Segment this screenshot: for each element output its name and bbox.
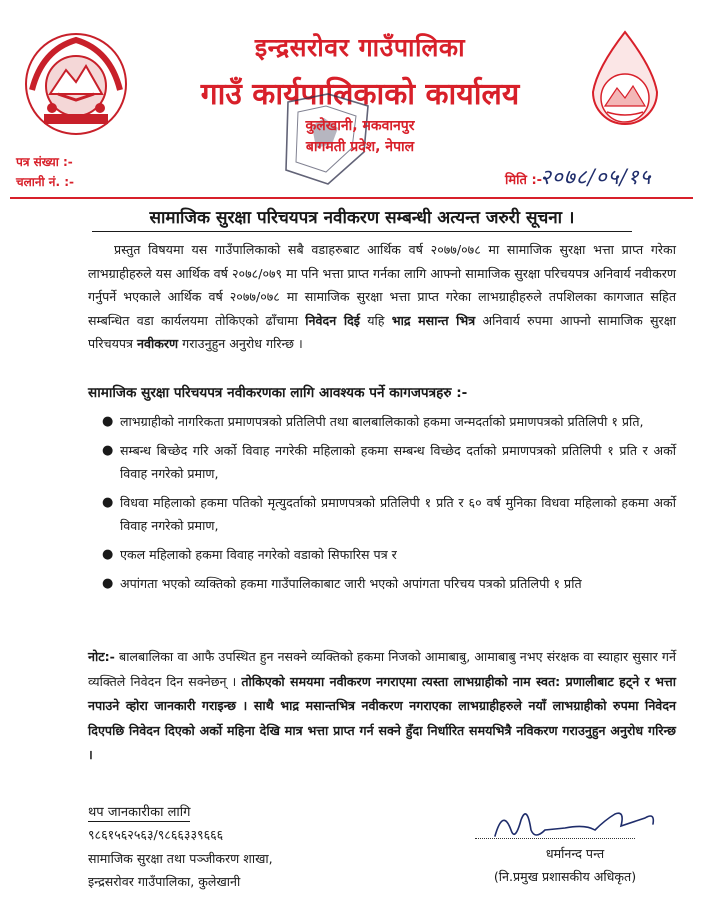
bullet-icon: ●: [102, 547, 114, 562]
bullet-icon: ●: [102, 414, 114, 429]
reference-number-label: पत्र संख्या :-: [16, 155, 73, 169]
date-label: मिति :-: [505, 173, 543, 188]
note-bold-text: तोकिएको समयमा नवीकरण नगराएमा त्यस्ता लाभग्राहीको नाम स्वत: प्रणालीबाट हट्ने र भत्ता नपाउने व्होरा जानकारी गराइन्छ । साथै भाद्र मसान्तभित्र नवीकरण नगराएका लाभग्राहीहरुले नयाँ लाभग्राहीको रुपमा निवेदन दिएपछि निवेदन दिएको अर्को महिना देखि मात्र भत्ता प्राप्त गर्न सक्ने हुँदा निर्धारित समयभित्रै नविकरण गराउनुहुन अनुरोध गरिन्छ ।: [88, 673, 676, 763]
intro-bold-renewal: नवीकरण: [136, 336, 179, 352]
bullet-icon: ●: [102, 576, 114, 591]
document-text: एकल महिलाको हकमा विवाह नगरेको वडाको सिफारिस पत्र र: [120, 547, 397, 562]
intro-text-mid-2: अनिवार्य रुपमा आफ्नो सामाजिक सुरक्षा परिचयपत्र: [88, 312, 676, 352]
signatory-title: (नि.प्रमुख प्रशासकीय अधिकृत): [493, 869, 637, 884]
intro-text-end: गराउनुहुन अनुरोध गरिन्छ ।: [178, 336, 303, 352]
office-address-line-1: कुलेखानी, मकवानपुर: [305, 118, 415, 134]
list-item: [100, 410, 676, 433]
note-label: नोट:-: [88, 649, 115, 664]
required-documents-list: [100, 410, 676, 601]
header-divider: [10, 197, 693, 199]
intro-bold-deadline: भाद्र मसान्त भित्र: [391, 312, 476, 328]
municipality-logo-icon: [575, 28, 675, 140]
date-value: २०७८/०५/१५: [540, 165, 652, 189]
contact-phone-numbers: ९८६१५६२५६३/९८६६३३९६६६: [88, 827, 224, 842]
signatory-name: धर्मानन्द पन्त: [545, 846, 605, 861]
contact-heading: थप जानकारीका लागि: [88, 802, 190, 822]
document-text: लाभग्राहीको नागरिकता प्रमाणपत्रको प्रतिलिपी तथा बालबालिकाको हकमा जन्मदर्ताको प्रमाणपत्रको प्रतिलिपी १ प्रति,: [120, 414, 644, 429]
notice-intro-paragraph: [88, 238, 676, 356]
office-name: गाउँ कार्यपालिकाको कार्यालय: [200, 77, 520, 112]
notice-heading: सामाजिक सुरक्षा परिचयपत्र नवीकरण सम्बन्धी अत्यन्त जरुरी सूचना ।: [92, 205, 632, 232]
intro-text: प्रस्तुत विषयमा यस गाउँपालिकाको सबै वडाहरुबाट आर्थिक वर्ष २०७७/०७८ मा सामाजिक सुरक्षा भत्ता प्राप्त गरेका लाभग्राहीहरुले यस आर्थिक वर्ष २०७८/०७९ मा पनि भत्ता प्राप्त गर्नका लागि आफ्नो सामाजिक सुरक्षा परिचयपत्र अनिवार्य नवीकरण गर्नुपर्ने भएकाले आर्थिक वर्ष २०७७/०७८ मा सामाजिक सुरक्षा भत्ता प्राप्त गरेका लाभग्राहीहरुले तपशिलका कागजात सहित सम्बन्धित वडा कार्यलयमा तोकिएको ढाँचामा: [88, 242, 676, 328]
list-item: [100, 543, 676, 566]
list-item: [100, 491, 676, 537]
signature-line: [475, 838, 635, 839]
document-text: विधवा महिलाको हकमा पतिको मृत्युदर्ताको प्रमाणपत्रको प्रतिलिपी १ प्रति र ६० वर्ष मुनिका विधवा महिलाको हकमा अर्को विवाह नगरेको प्रमाण,: [120, 495, 676, 533]
note-text: बालबालिका वा आफै उपस्थित हुन नसक्ने व्यक्तिको हकमा निजको आमाबाबु, आमाबाबु नभए संरक्षक वा स्याहार सुसार गर्ने व्यक्तिले निवेदन दिन सक्नेछन् ।: [88, 649, 676, 689]
dispatch-number-label: चलानी नं. :-: [16, 175, 74, 189]
nepal-emblem-icon: [22, 30, 130, 138]
list-item: [100, 439, 676, 485]
intro-bold-apply: निवेदन दिई: [305, 312, 360, 328]
municipality-name: इन्द्रसरोवर गाउँपालिका: [254, 33, 466, 62]
document-text: सम्बन्ध बिच्छेद गरि अर्को विवाह नगरेकी महिलाको हकमा सम्बन्ध विच्छेद दर्ताको प्रमाणपत्रको प्रतिलिपी १ प्रति र अर्को विवाह नगरेको प्रमाण,: [120, 443, 676, 481]
notice-note: [88, 645, 676, 768]
document-text: अपांगता भएको व्यक्तिको हकमा गाउँपालिकाबाट जारी भएको अपांगता परिचय पत्रको प्रतिलिपी १ प्रति: [120, 576, 582, 591]
office-address-line-2: बागमती प्रदेश, नेपाल: [305, 139, 415, 155]
bullet-icon: ●: [102, 495, 114, 510]
list-item: [100, 572, 676, 595]
contact-branch: सामाजिक सुरक्षा तथा पञ्जीकरण शाखा,: [88, 851, 273, 866]
contact-office: इन्द्रसरोवर गाउँपालिका, कुलेखानी: [88, 874, 241, 889]
intro-text-mid: यहि: [359, 312, 392, 328]
bullet-icon: ●: [102, 443, 114, 458]
required-documents-heading: सामाजिक सुरक्षा परिचयपत्र नवीकरणका लागि आवश्यक पर्ने कागजपत्रहरु :-: [88, 385, 468, 401]
